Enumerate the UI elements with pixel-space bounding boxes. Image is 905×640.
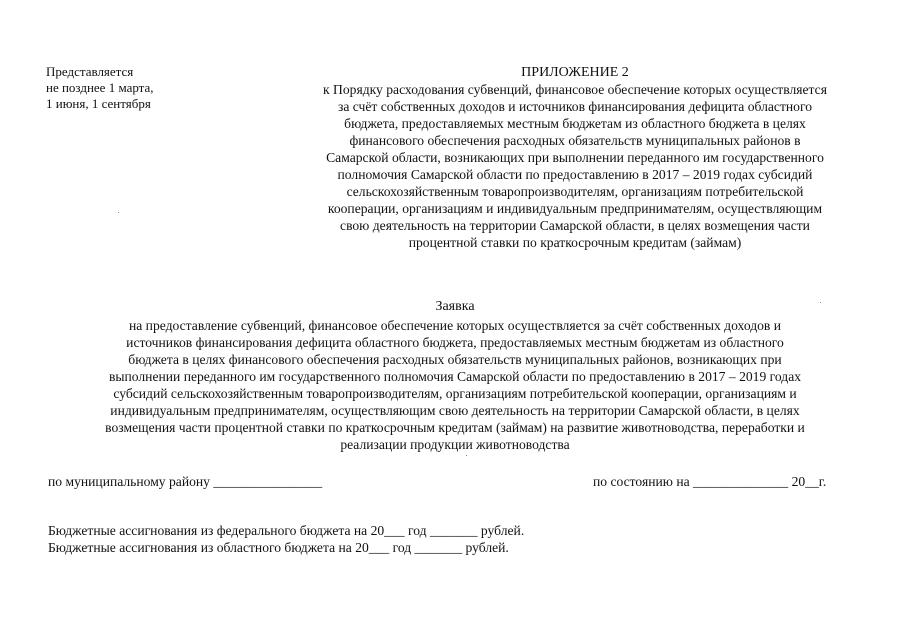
request-line: реализации продукции животноводства xyxy=(340,437,570,452)
request-line: источников финансирования дефицита областного бюджета, предоставляемых местным бюджетам из областного xyxy=(126,335,784,350)
request-line: на предоставление субвенций, финансовое обеспечение которых осуществляется за счёт собственных доходов и xyxy=(128,318,782,333)
federal-budget-line: Бюджетные ассигнования из федерального бюджета на 20___ год _______ рублей. xyxy=(48,523,525,538)
request-line: возмещения части процентной ставки по краткосрочным кредитам (займам) на развитие животноводства, переработки и xyxy=(105,420,805,435)
scan-speck xyxy=(820,302,821,303)
status-year-prefix: 20 xyxy=(791,474,806,489)
status-date-field[interactable]: ______________ xyxy=(693,474,789,489)
appendix-line: финансового обеспечения расходных обязательств муниципальных районов в xyxy=(349,133,801,148)
regional-budget-line: Бюджетные ассигнования из областного бюджета на 20___ год _______ рублей. xyxy=(48,540,509,555)
appendix-description xyxy=(280,81,870,251)
deadline-line: 1 июня, 1 сентября xyxy=(46,96,151,111)
deadline-line: Представляется xyxy=(46,64,134,79)
request-title: Заявка xyxy=(435,299,475,314)
appendix-line: бюджета, предоставляемых местным бюджетам из областного бюджета в целях xyxy=(344,116,806,131)
appendix-line: свою деятельность на территории Самарской области, в целях возмещения части xyxy=(340,218,810,233)
deadline-line: не позднее 1 марта, xyxy=(46,80,154,95)
appendix-line: за счёт собственных доходов и источников финансирования дефицита областного xyxy=(337,99,813,114)
district-label: по муниципальному району xyxy=(48,474,210,489)
appendix-line: процентной ставки по краткосрочным кредитам (займам) xyxy=(408,235,742,250)
appendix-line: полномочия Самарской области по предоставлению в 2017 – 2019 годах субсидий xyxy=(337,167,813,182)
request-section xyxy=(40,298,870,453)
scan-speck xyxy=(118,212,119,213)
status-year-suffix: г. xyxy=(818,474,827,489)
appendix-line: к Порядку расходования субвенций, финансовое обеспечение которых осуществляется xyxy=(323,82,827,97)
status-date-row xyxy=(593,473,826,490)
submission-deadline-note xyxy=(46,64,226,112)
appendix-line: сельскохозяйственным товаропроизводителям, организациям потребительской xyxy=(346,184,804,199)
request-line: выполнении переданного им государственного полномочия Самарской области по предоставлению в 2017 – 2019 годах xyxy=(108,369,802,384)
request-description xyxy=(40,317,870,453)
appendix-line: кооперации, организациям и индивидуальным предпринимателям, осуществляющим xyxy=(327,201,823,216)
district-field[interactable]: ________________ xyxy=(213,474,323,489)
request-line: бюджета в целях финансового обеспечения расходных обязательств муниципальных районов, возникающих при xyxy=(128,352,782,367)
district-row xyxy=(48,473,322,490)
request-line: индивидуальным предпринимателям, осуществляющим свою деятельность на территории Самарской области, в целях xyxy=(110,403,800,418)
budget-allocations xyxy=(48,522,524,556)
status-date-label: по состоянию на xyxy=(593,474,690,489)
appendix-title: ПРИЛОЖЕНИЕ 2 xyxy=(521,65,629,80)
appendix-header xyxy=(280,64,870,251)
scan-speck xyxy=(466,455,467,456)
request-line: субсидий сельскохозяйственным товаропроизводителям, организациям потребительской кооперации, организациям и xyxy=(113,386,797,401)
appendix-line: Самарской области, возникающих при выполнении переданного им государственного xyxy=(326,150,824,165)
status-year-field[interactable]: __ xyxy=(805,474,819,489)
